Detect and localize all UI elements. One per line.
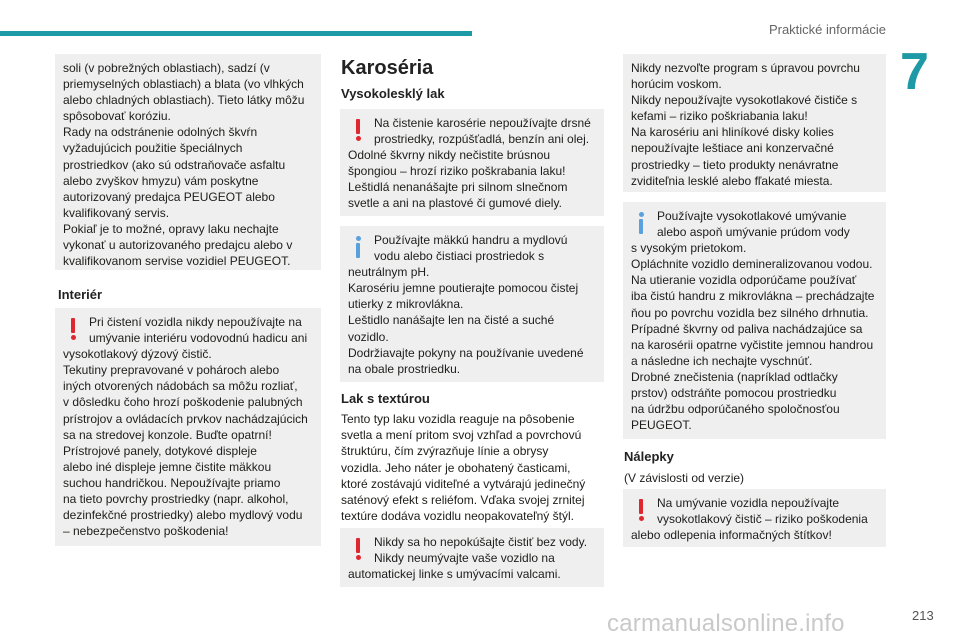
warning-icon: [637, 499, 645, 521]
glossy-heading: Vysokolesklý lak: [341, 86, 445, 101]
warning-icon: [354, 119, 362, 141]
textured-warning-text: automatickej linke s umývacími valcami.: [348, 567, 561, 582]
chapter-number: 7: [900, 43, 929, 101]
interior-warning-text: vysokotlakový dýzový čistič. Tekutiny prepravované v pohároch alebo iných otvorených nádobách sa môžu rozliať, v dôsledku čoho hrozí poškodenie palubných prístrojov a ovládacích prvkov nachádzajúcich sa na stredovej konzole. Buďte opatrní! Prístrojové panely, dotykové displeje alebo iné displeje jemne čistite mäkkou suchou handričkou. Nepoužívajte priamo na tieto povrchy prostriedky (napr. alkohol, dezinfekčné prostriedky) alebo mydlový vodu – nebezpečenstvo poškodenia!: [63, 347, 308, 539]
header-accent-bar: [0, 31, 472, 36]
glossy-warning-text: Odolné škvrny nikdy nečistite brúsnou špongiou – hrozí riziko poškrabania laku! Leštidlá nenanášajte pri silnom slnečnom svetle a ani na plastové či gumové diely.: [348, 148, 568, 211]
warning-icon: [69, 318, 77, 340]
intro-note-box: [55, 54, 321, 270]
glossy-info-text: neutrálnym pH. Karosériu jemne poutierajte pomocou čistej utierky z mikrovlákna. Leštidlo nanášajte len na čisté a suché vozidlo. Dodržiavajte pokyny na používanie uvedené na obale prostriedku.: [348, 265, 584, 376]
info-icon: [637, 212, 645, 234]
washing-info-text: s vysokým prietokom. Opláchnite vozidlo demineralizovanou vodou. Na utieranie vozidla odporúčame používať iba čistú handru z mikrovlákna – prechádzajte ňou po povrchu vozidla bez silného drhnutia. Prípadné škvrny od paliva nachádzajúce sa na karosérii opatrne vyčistite jemnou handrou a následne ich nechajte vyschnúť. Drobné znečistenia (napríklad odtlačky prstov) odstráňte pomocou prostriedku na údržbu odporúčaného spoločnosťou PEUGEOT.: [631, 241, 875, 433]
interior-heading: Interiér: [58, 287, 103, 302]
stickers-warning-text: alebo odlepenia informačných štítkov!: [631, 528, 832, 543]
interior-warning-lead: Pri čistení vozidla nikdy nepoužívajte na umývanie interiéru vodovodnú hadicu ani: [89, 315, 308, 346]
stickers-warning-box: [623, 489, 886, 547]
stickers-heading: Nálepky: [624, 449, 674, 464]
textured-warning-box: [340, 528, 604, 587]
interior-warning-box: [55, 308, 321, 546]
intro-note-text: soli (v pobrežných oblastiach), sadzí (v priemyselných oblastiach) a blata (vo vlhkých alebo chladných oblastiach). Tieto látky môžu spôsobovať koróziu. Rady na odstránenie odolných škvŕn vyžadujúcich použitie špeciálnych prostriedkov (ako sú odstraňovače asfaltu alebo zvyškov hmyzu) vám poskytne autorizovaný predajca PEUGEOT alebo kvalifikovaný servis. Pokiaľ je to možné, opravy laku nechajte vykonať u autorizovaného predajcu alebo v kvalifikovanom servise vozidiel PEUGEOT.: [63, 61, 305, 269]
page-number: 213: [912, 608, 934, 623]
page-title: Karoséria: [341, 57, 434, 79]
stickers-warning-lead: Na umývanie vozidla nepoužívajte vysokotlakový čistič – riziko poškodenia: [657, 496, 868, 527]
info-icon: [354, 236, 362, 258]
glossy-info-box: [340, 226, 604, 382]
stickers-version-note: (V závislosti od verzie): [624, 471, 745, 485]
warning-icon: [354, 538, 362, 560]
high-pressure-note-box: [623, 54, 886, 192]
textured-warning-lead: Nikdy sa ho nepokúšajte čistiť bez vody. Nikdy neumývajte vaše vozidlo na: [374, 535, 588, 566]
textured-heading: Lak s textúrou: [341, 391, 430, 406]
high-pressure-note-text: Nikdy nezvoľte program s úpravou povrchu horúcim voskom. Nikdy nepoužívajte vysokotlakové čističe s kefami – riziko poškriabania laku! Na karosériu ani hliníkové disky kolies nepoužívajte leštiace ani konzervačné prostriedky – tieto produkty nenávratne zviditeľnia lesklé alebo fľakaté miesta.: [631, 61, 860, 188]
watermark: carmanualsonline.info: [607, 610, 845, 637]
washing-info-lead: Používajte vysokotlakové umývanie alebo aspoň umývanie prúdom vody: [657, 209, 850, 240]
washing-info-box: [623, 202, 886, 439]
glossy-info-lead: Používajte mäkkú handru a mydlovú vodu alebo čistiaci prostriedok s: [374, 233, 568, 264]
glossy-warning-box: [340, 109, 604, 216]
section-title: Praktické informácie: [768, 22, 886, 37]
textured-description: Tento typ laku vozidla reaguje na pôsobenie svetla a mení pritom svoj vzhľad a povrchovú štruktúru, čím zvýrazňuje línie a obrysy vozidla. Jeho náter je obohatený časticami, ktoré zostávajú viditeľné a vytvárajú jedinečný saténový efekt s reliéfom. Vďaka svojej zrnitej textúre dodáva vozidlu neopakovateľný štýl.: [341, 412, 586, 524]
glossy-warning-lead: Na čistenie karosérie nepoužívajte drsné prostriedky, rozpúšťadlá, benzín ani olej.: [374, 116, 591, 147]
